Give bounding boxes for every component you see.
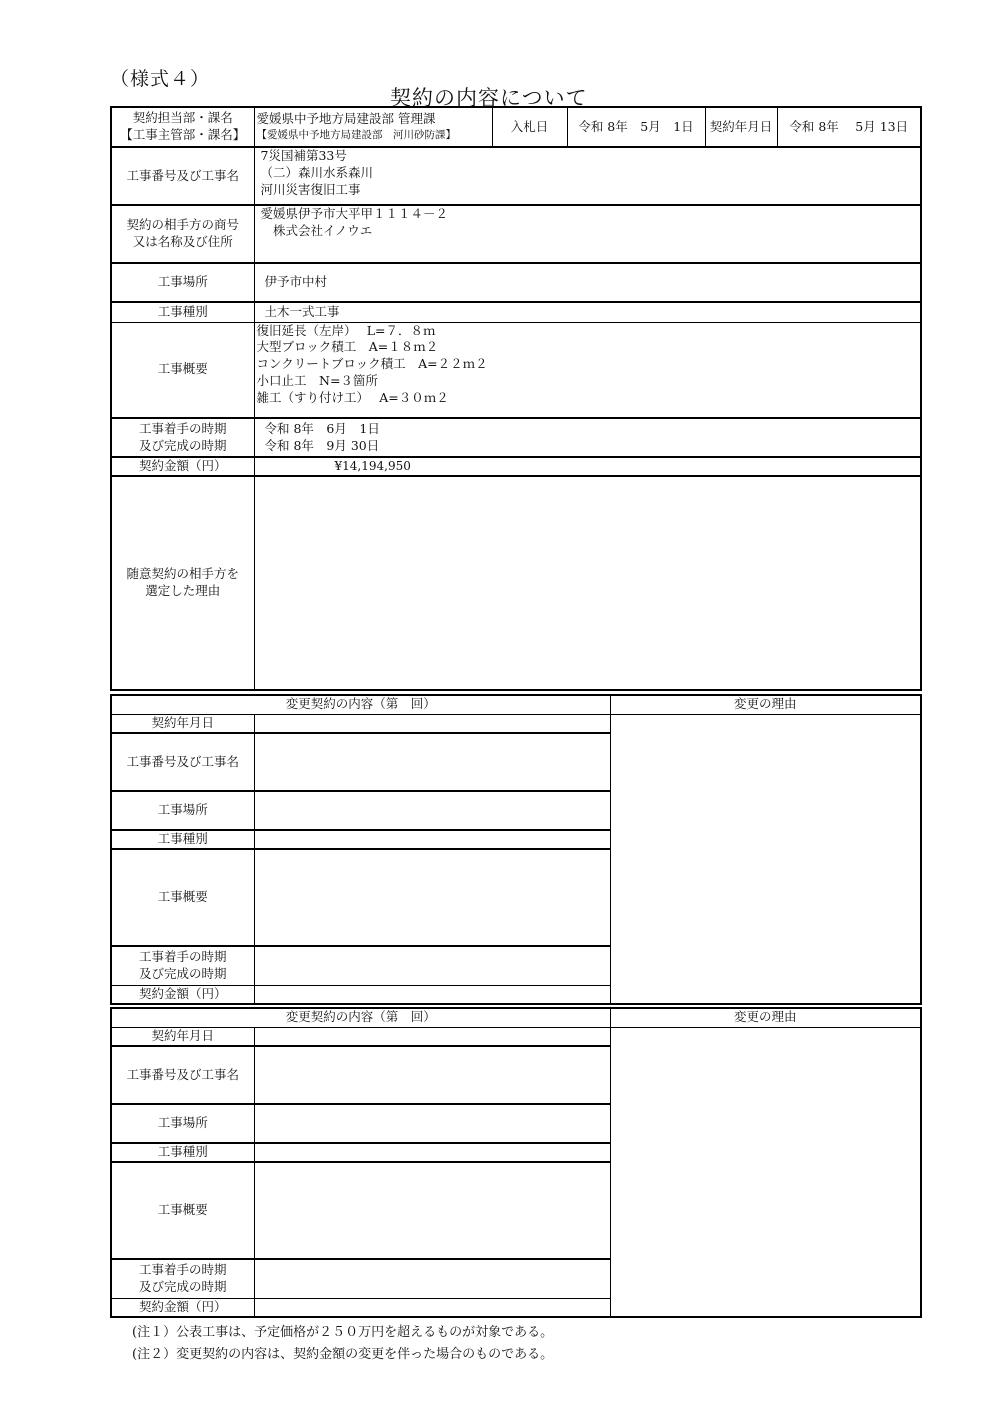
party-label: 契約の相手方の商号 又は名称及び住所 (111, 205, 254, 263)
contract-date-value: 令和 8年 5月 13日 (777, 107, 921, 147)
change-amount-value (254, 985, 610, 1004)
change-contract-table-2 (110, 1007, 922, 1318)
reason-label: 随意契約の相手方を 選定した理由 (111, 476, 254, 690)
change-location-value (254, 1104, 610, 1143)
type-label: 工事種別 (111, 302, 254, 322)
change-work-no-label: 工事番号及び工事名 (111, 733, 254, 791)
change-contract-table-1 (110, 694, 922, 1005)
change-type-value (254, 1143, 610, 1162)
document-title: 契約の内容について (390, 86, 588, 110)
bid-date-label: 入札日 (492, 107, 567, 147)
change-amount-label: 契約金額（円） (111, 1298, 254, 1317)
change-amount-label: 契約金額（円） (111, 985, 254, 1004)
bid-date-value: 令和 8年 5月 1日 (567, 107, 705, 147)
dept-label-line1: 契約担当部・課名 (132, 110, 233, 126)
change-period-label: 工事着手の時期 及び完成の時期 (111, 1259, 254, 1298)
change-summary-value (254, 1162, 610, 1259)
change-reason-header: 変更の理由 (610, 1008, 921, 1027)
change-type-value (254, 830, 610, 849)
change-reason-value (610, 1027, 921, 1317)
change-contract-date-value (254, 1027, 610, 1046)
work-no-label: 工事番号及び工事名 (111, 147, 254, 205)
contract-date-label: 契約年月日 (705, 107, 777, 147)
change-type-label: 工事種別 (111, 1143, 254, 1162)
location-label: 工事場所 (111, 263, 254, 302)
reason-value (254, 476, 921, 690)
note-2: (注２）変更契約の内容は、契約金額の変更を伴った場合のものである。 (132, 1347, 554, 1362)
change-contract-date-label: 契約年月日 (111, 714, 254, 733)
summary-label: 工事概要 (111, 322, 254, 418)
summary-value: 復旧延長（左岸） L=７．８ｍ 大型ブロック積工 A=１８ｍ２ コンクリートブロック積工 A=２２ｍ２ 小口止工 N=３箇所 雑工（すり付け工） A=３０ｍ２ (254, 322, 921, 418)
amount-label: 契約金額（円） (111, 457, 254, 476)
change-header: 変更契約の内容（第 回） (111, 695, 610, 714)
change-contract-date-value (254, 714, 610, 733)
dept-label-line2: 【工事主管部・課名】 (120, 127, 246, 142)
dept-value-line2: 【愛媛県中予地方局建設部 河川砂防課】 (256, 129, 456, 142)
notes (132, 1322, 553, 1366)
change-contract-date-label: 契約年月日 (111, 1027, 254, 1046)
period-label: 工事着手の時期 及び完成の時期 (111, 418, 254, 457)
work-no-value: 7災国補第33号 （二）森川水系森川 河川災害復旧工事 (254, 147, 921, 205)
amount-value: ¥14,194,950 (254, 457, 921, 476)
change-period-value (254, 946, 610, 985)
change-amount-value (254, 1298, 610, 1317)
change-summary-label: 工事概要 (111, 1162, 254, 1259)
form-code: （様式４） (110, 68, 211, 90)
period-value: 令和 8年 6月 1日 令和 8年 9月 30日 (254, 418, 921, 457)
change-summary-value (254, 849, 610, 946)
note-1: (注１）公表工事は、予定価格が２５０万円を超えるものが対象である。 (132, 1325, 554, 1340)
change-reason-value (610, 714, 921, 1004)
dept-label (111, 107, 254, 147)
change-period-label: 工事着手の時期 及び完成の時期 (111, 946, 254, 985)
type-value: 土木一式工事 (254, 302, 921, 322)
change-period-value (254, 1259, 610, 1298)
change-location-label: 工事場所 (111, 791, 254, 830)
change-work-no-label: 工事番号及び工事名 (111, 1046, 254, 1104)
change-location-value (254, 791, 610, 830)
dept-value-line1: 愛媛県中予地方局建設部 管理課 (256, 111, 436, 127)
change-reason-header: 変更の理由 (610, 695, 921, 714)
location-value: 伊予市中村 (254, 263, 921, 302)
party-value: 愛媛県伊予市大平甲１１１４－２ 株式会社イノウエ (254, 205, 921, 263)
change-work-no-value (254, 1046, 610, 1104)
contract-info-table (110, 106, 922, 691)
change-summary-label: 工事概要 (111, 849, 254, 946)
change-type-label: 工事種別 (111, 830, 254, 849)
change-work-no-value (254, 733, 610, 791)
change-header: 変更契約の内容（第 回） (111, 1008, 610, 1027)
dept-value (254, 107, 492, 147)
change-location-label: 工事場所 (111, 1104, 254, 1143)
